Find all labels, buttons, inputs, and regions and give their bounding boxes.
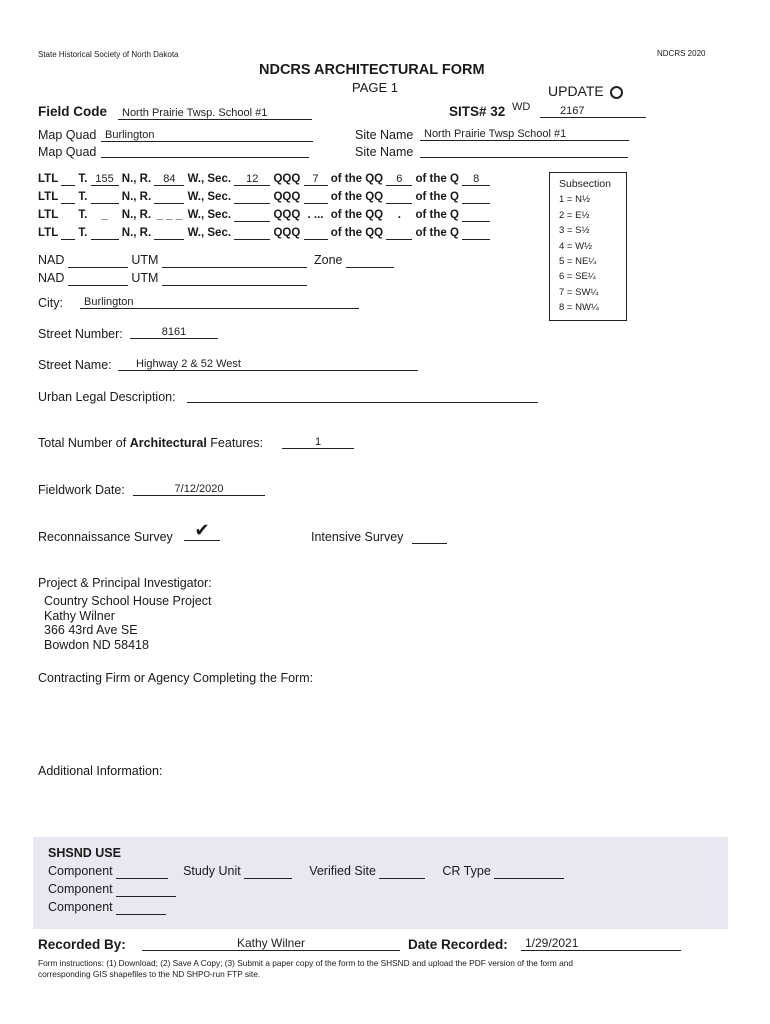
zone-label: Zone — [314, 253, 343, 267]
utm-field[interactable] — [162, 271, 307, 286]
subsection-item: 8 = NW¼ — [559, 302, 599, 314]
project-details — [44, 594, 211, 652]
recon-survey-label: Reconnaissance Survey — [38, 530, 173, 544]
zone-field[interactable] — [346, 253, 394, 268]
update-checkbox[interactable] — [610, 86, 623, 99]
of-qq-label: of the QQ — [330, 227, 384, 239]
qqq-label: QQQ — [273, 191, 301, 203]
instructions-line-1: Form instructions: (1) Download; (2) Save A Copy; (3) Submit a paper copy of the form to the SHSND and upload the PDF version of the form and — [38, 958, 573, 968]
study-unit-field[interactable] — [244, 864, 292, 879]
fieldwork-date-field[interactable] — [133, 479, 265, 497]
site-name-value: North Prairie Twsp School #1 — [420, 128, 629, 141]
recorded-by-label: Recorded By: — [38, 937, 126, 952]
range-field[interactable]: _ _ _ — [156, 209, 183, 221]
cr-type-label: CR Type — [442, 864, 491, 878]
urban-legal-field[interactable] — [187, 402, 538, 403]
component-field[interactable] — [116, 882, 176, 897]
subsection-item: 6 = SE¼ — [559, 271, 596, 283]
nad-row-1 — [38, 253, 307, 268]
urban-legal-label: Urban Legal Description: — [38, 390, 176, 404]
of-qq-label: of the QQ — [330, 209, 384, 221]
wsec-label: W., Sec. — [187, 209, 232, 221]
nr-label: N., R. — [121, 173, 152, 185]
check-icon: ✔ — [184, 520, 220, 541]
project-line: Bowdon ND 58418 — [44, 637, 149, 652]
fieldwork-date-value: 7/12/2020 — [133, 483, 265, 496]
site-name-field-1[interactable] — [420, 124, 629, 142]
ltl-field[interactable] — [61, 227, 75, 240]
township-field[interactable]: _ — [101, 209, 108, 221]
component-label: Component — [48, 882, 113, 896]
map-quad-value: Burlington — [101, 129, 313, 142]
ltl-label: LTL — [38, 173, 59, 185]
instructions-line-2: corresponding GIS shapefiles to the ND SHPO-run FTP site. — [38, 969, 261, 979]
of-q-label: of the Q — [415, 227, 459, 239]
project-line: 366 43rd Ave SE — [44, 623, 138, 637]
section-field[interactable] — [234, 191, 270, 204]
date-recorded-value: 1/29/2021 — [521, 936, 681, 951]
component-field[interactable] — [116, 900, 166, 915]
project-line: Kathy Wilner — [44, 608, 115, 623]
date-recorded-field[interactable] — [521, 934, 681, 952]
nr-label: N., R. — [121, 209, 152, 221]
verified-site-field[interactable] — [379, 864, 425, 879]
component-label: Component — [48, 900, 113, 914]
shsnd-row-2 — [48, 882, 176, 897]
q-field[interactable] — [462, 209, 490, 222]
zone-group — [314, 253, 394, 268]
nad-row-2 — [38, 271, 307, 286]
page-label: PAGE 1 — [352, 80, 399, 95]
sits-number-field[interactable] — [540, 101, 646, 119]
street-name-field[interactable] — [118, 354, 418, 372]
update-label — [548, 83, 623, 99]
ltl-row-3 — [38, 209, 490, 222]
total-features-pre: Total Number of — [38, 436, 130, 450]
total-features-value: 1 — [282, 436, 354, 449]
utm-label: UTM — [131, 271, 159, 285]
shsnd-row-1 — [48, 864, 564, 879]
total-features-field[interactable] — [282, 432, 354, 450]
subsection-item: 1 = N½ — [559, 194, 590, 206]
section-value[interactable]: 12 — [234, 173, 270, 186]
qq-value[interactable]: 6 — [386, 173, 412, 186]
ltl-field[interactable] — [61, 191, 75, 204]
city-value: Burlington — [80, 296, 359, 309]
qqq-field[interactable] — [304, 191, 328, 204]
total-features-post: Features: — [206, 436, 264, 450]
range-field[interactable] — [154, 191, 184, 204]
nr-label: N., R. — [121, 191, 152, 203]
form-code: NDCRS 2020 — [657, 49, 706, 58]
recon-survey-field[interactable] — [184, 520, 220, 541]
wsec-label: W., Sec. — [187, 227, 232, 239]
city-field[interactable] — [80, 292, 359, 310]
update-text: UPDATE — [548, 83, 604, 99]
field-code-value: North Prairie Twsp. School #1 — [118, 107, 312, 120]
project-line: Country School House Project — [44, 594, 212, 608]
qq-field[interactable] — [386, 191, 412, 204]
nad-field[interactable] — [68, 271, 128, 286]
subsection-item: 4 = W½ — [559, 240, 592, 252]
site-name-label-2: Site Name — [355, 145, 414, 159]
ltl-label: LTL — [38, 191, 59, 203]
shsnd-row-3 — [48, 900, 166, 915]
fieldwork-date-label: Fieldwork Date: — [38, 483, 125, 497]
qqq-field[interactable]: . ... — [307, 209, 324, 221]
field-code-field[interactable] — [118, 103, 312, 121]
ltl-label: LTL — [38, 227, 59, 239]
utm-label: UTM — [131, 253, 159, 267]
qqq-label: QQQ — [273, 227, 301, 239]
ltl-field[interactable] — [61, 209, 75, 221]
t-label: T. — [78, 227, 88, 239]
of-q-label: of the Q — [415, 173, 459, 185]
agency-name: State Historical Society of North Dakota — [38, 50, 179, 59]
sits-label: SITS# 32 — [449, 104, 506, 119]
section-field[interactable] — [234, 227, 270, 240]
nr-label: N., R. — [121, 227, 152, 239]
qqq-label: QQQ — [273, 173, 301, 185]
of-q-label: of the Q — [415, 209, 459, 221]
subsection-item: 3 = S½ — [559, 225, 590, 237]
recorded-by-field[interactable] — [142, 934, 400, 952]
subsection-item: 2 = E½ — [559, 209, 590, 221]
total-features-label — [38, 436, 263, 450]
street-number-label: Street Number: — [38, 327, 123, 341]
cr-type-field[interactable] — [494, 864, 564, 879]
t-label: T. — [78, 209, 88, 221]
field-code-label: Field Code — [38, 104, 108, 119]
subsection-title: Subsection — [559, 178, 611, 190]
qq-field[interactable]: . — [397, 209, 401, 221]
range-value[interactable]: 84 — [154, 173, 184, 186]
map-quad-label-2: Map Quad — [38, 145, 97, 159]
additional-label: Additional Information: — [38, 764, 163, 778]
recorded-by-value: Kathy Wilner — [142, 936, 400, 951]
q-value[interactable]: 8 — [462, 173, 490, 186]
township-value[interactable]: 155 — [91, 173, 119, 186]
qqq-value[interactable]: 7 — [304, 173, 328, 186]
total-features-bold: Architectural — [129, 436, 207, 450]
city-label: City: — [38, 296, 63, 310]
map-quad-label: Map Quad — [38, 128, 97, 142]
township-field[interactable] — [91, 191, 119, 204]
street-number-value: 8161 — [130, 326, 218, 339]
township-field[interactable] — [91, 227, 119, 240]
intensive-survey-field[interactable] — [412, 543, 447, 544]
qqq-label: QQQ — [273, 209, 301, 221]
wsec-label: W., Sec. — [187, 191, 232, 203]
street-name-value: Highway 2 & 52 West — [118, 358, 418, 371]
nad-field[interactable] — [68, 253, 128, 268]
street-number-field[interactable] — [130, 322, 218, 340]
site-name-field-2[interactable] — [420, 157, 628, 158]
component-label: Component — [48, 864, 113, 878]
verified-site-label: Verified Site — [309, 864, 376, 878]
date-recorded-label: Date Recorded: — [408, 937, 508, 952]
range-field[interactable] — [154, 227, 184, 240]
sits-number: 2167 — [540, 105, 646, 118]
contracting-label: Contracting Firm or Agency Completing the Form: — [38, 671, 314, 685]
of-qq-label: of the QQ — [330, 173, 384, 185]
nad-label: NAD — [38, 271, 65, 285]
q-field[interactable] — [462, 227, 490, 240]
of-qq-label: of the QQ — [330, 191, 384, 203]
q-field[interactable] — [462, 191, 490, 204]
wsec-label: W., Sec. — [187, 173, 232, 185]
section-field[interactable] — [234, 209, 270, 222]
qqq-field[interactable] — [304, 227, 328, 240]
intensive-survey-label: Intensive Survey — [311, 530, 404, 544]
ltl-row-1 — [38, 173, 490, 186]
subsection-item: 7 = SW¼ — [559, 286, 599, 298]
t-label: T. — [78, 173, 88, 185]
study-unit-label: Study Unit — [183, 864, 241, 878]
ltl-label: LTL — [38, 209, 59, 221]
site-name-label: Site Name — [355, 128, 414, 142]
subsection-legend — [549, 172, 627, 321]
map-quad-field-2[interactable] — [101, 157, 309, 158]
form-instructions — [38, 958, 573, 980]
component-field[interactable] — [116, 864, 168, 879]
of-q-label: of the Q — [415, 191, 459, 203]
form-title: NDCRS ARCHITECTURAL FORM — [259, 62, 485, 78]
shsnd-title: SHSND USE — [48, 846, 121, 860]
t-label: T. — [78, 191, 88, 203]
utm-field[interactable] — [162, 253, 307, 268]
project-label: Project & Principal Investigator: — [38, 576, 212, 590]
ltl-row-2 — [38, 191, 490, 204]
street-name-label: Street Name: — [38, 358, 112, 372]
subsection-item: 5 = NE¼ — [559, 255, 597, 267]
map-quad-field-1[interactable] — [101, 125, 313, 143]
sits-county: WD — [512, 101, 531, 113]
ltl-row-4 — [38, 227, 490, 240]
qq-field[interactable] — [386, 227, 412, 240]
ltl-field[interactable] — [61, 173, 75, 186]
nad-label: NAD — [38, 253, 65, 267]
